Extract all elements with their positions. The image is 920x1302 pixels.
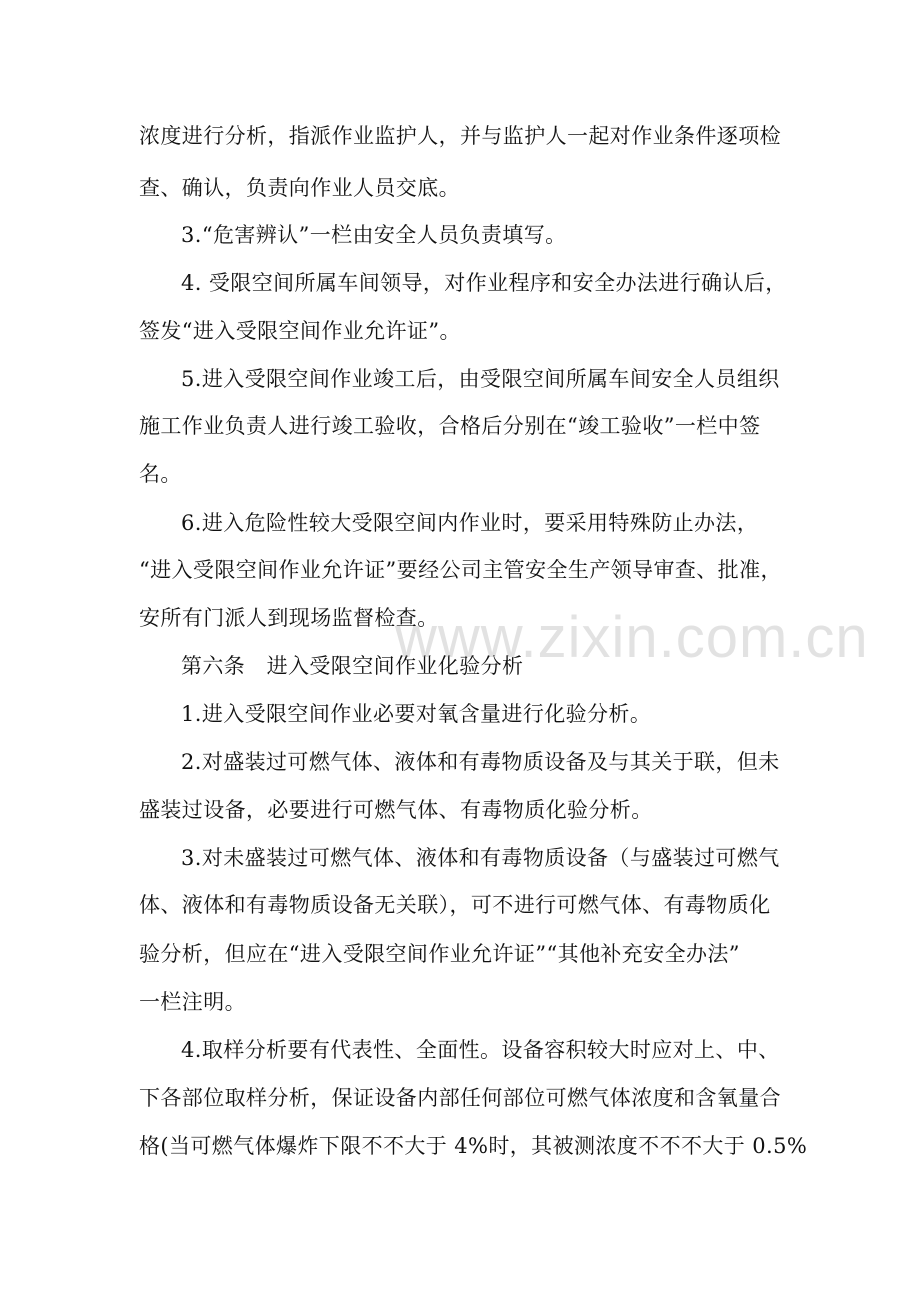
text-line-21: 格(当可燃气体爆炸下限不不大于 4%时，其被测浓度不不不大于 0.5% xyxy=(139,1134,808,1158)
text-line-9: 6.进入危险性较大受限空间内作业时，要采用特殊防止办法， xyxy=(181,511,759,535)
text-line-14: 盛装过设备，必要进行可燃气体、有毒物质化验分析。 xyxy=(139,798,653,822)
text-line-13: 2.对盛装过可燃气体、液体和有毒物质设备及与其关于联，但未 xyxy=(181,750,780,774)
text-line-6: 5.进入受限空间作业竣工后，由受限空间所属车间安全人员组织 xyxy=(181,367,780,391)
text-line-2: 查、确认，负责向作业人员交底。 xyxy=(139,176,460,200)
text-line-8: 名。 xyxy=(139,462,182,486)
text-line-1: 浓度进行分析，指派作业监护人，并与监护人一起对作业条件逐项检 xyxy=(139,124,781,148)
text-line-15: 3.对未盛装过可燃气体、液体和有毒物质设备（与盛装过可燃气 xyxy=(181,846,780,870)
text-line-4: 4. 受限空间所属车间领导，对作业程序和安全办法进行确认后， xyxy=(181,271,787,295)
text-line-18: 一栏注明。 xyxy=(139,990,246,1014)
section-heading: 第六条 进入受限空间作业化验分析 xyxy=(181,654,524,678)
text-line-3: 3.“危害辨认”一栏由安全人员负责填写。 xyxy=(181,223,567,247)
text-line-7: 施工作业负责人进行竣工验收，合格后分别在“竣工验收”一栏中签 xyxy=(139,414,761,438)
text-line-5: 签发“进入受限空间作业允许证”。 xyxy=(139,319,461,343)
text-line-16: 体、液体和有毒物质设备无关联），可不进行可燃气体、有毒物质化 xyxy=(139,893,771,917)
text-line-17: 验分析，但应在“进入受限空间作业允许证”“其他补充安全办法” xyxy=(139,942,740,966)
text-line-19: 4.取样分析要有代表性、全面性。设备容积较大时应对上、中、 xyxy=(181,1038,780,1062)
text-line-20: 下各部位取样分析，保证设备内部任何部位可燃气体浓度和含氧量合 xyxy=(139,1086,781,1110)
watermark: www.zixin.com.cn xyxy=(395,605,869,670)
text-line-12: 1.进入受限空间作业必要对氧含量进行化验分析。 xyxy=(181,702,652,726)
text-line-10: “进入受限空间作业允许证”要经公司主管安全生产领导审查、批准， xyxy=(139,558,782,582)
text-line-11: 安所有门派人到现场监督检查。 xyxy=(139,606,439,630)
